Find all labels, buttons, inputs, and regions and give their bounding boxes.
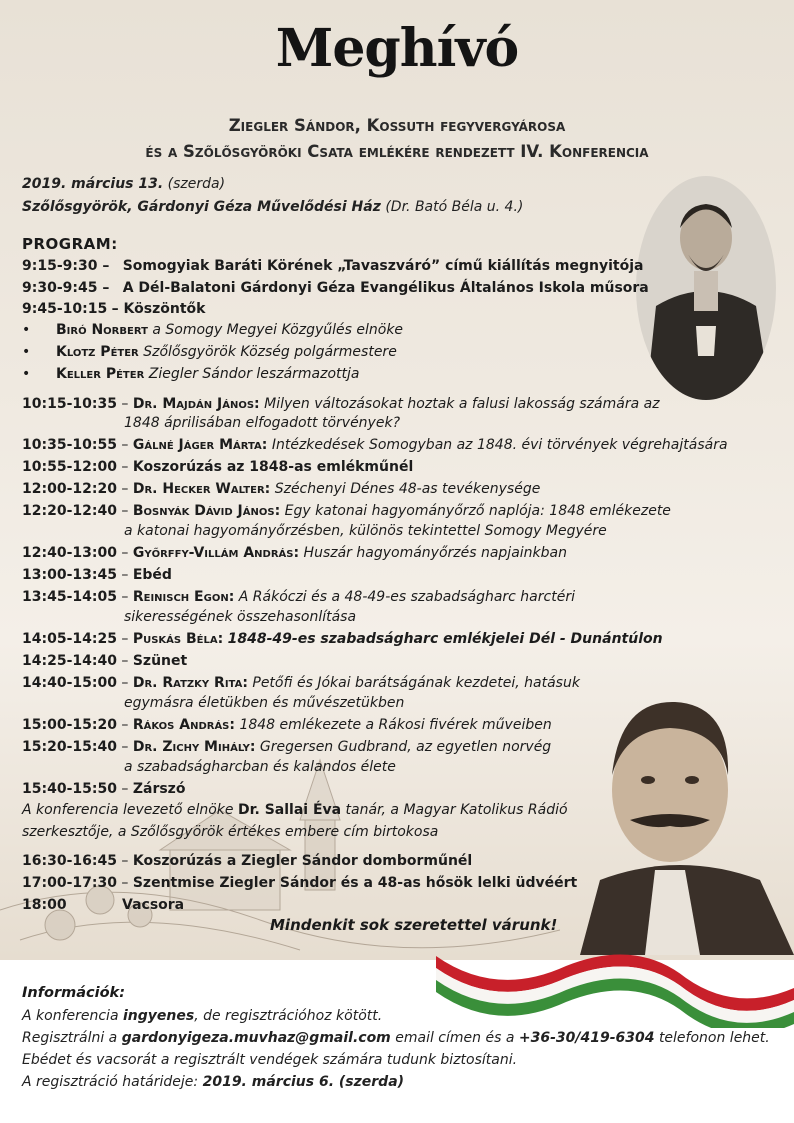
schedule-row-continuation: egymásra életükben és művészetükben (124, 695, 405, 711)
event-venue: Szőlősgyörök, Gárdonyi Géza Művelődési Ház (Dr. Bató Béla u. 4.) (22, 199, 524, 215)
chair-note-line-1: A konferencia levezető elnöke Dr. Sallai Éva tanár, a Magyar Katolikus Rádió (22, 802, 568, 818)
schedule-row-continuation: a szabadságharcban és kalandos élete (124, 759, 396, 775)
schedule-row: 9:15-9:30 – Somogyiak Baráti Körének „Tavaszváró” című kiállítás megnyitója (22, 258, 644, 274)
event-date: 2019. március 13. (szerda) (22, 176, 226, 192)
schedule-row: 13:45-14:05 – Reinisch Egon: A Rákóczi és a 48-49-es szabadságharc harctéri (22, 589, 575, 605)
schedule-row: 18:00 Vacsora (22, 897, 185, 913)
schedule-row: 12:40-13:00 – Győrffy-Villám András: Huszár hagyományőrzés napjainkban (22, 545, 567, 561)
subtitle-line-1: Ziegler Sándor, Kossuth fegyvergyárosa (228, 116, 566, 135)
info-heading: Információk: (22, 985, 126, 1001)
phone-link[interactable]: +36-30/419-6304 (518, 1030, 655, 1046)
schedule-row: 9:30-9:45 – A Dél-Balatoni Gárdonyi Géza Evangélikus Általános Iskola műsora (22, 280, 649, 296)
info-line-2: Regisztrálni a gardonyigeza.muvhaz@gmail.com email címen és a +36-30/419-6304 telefonon lehet. (22, 1030, 770, 1046)
schedule-row: 15:00-15:20 – Rákos András: 1848 emlékezete a Rákosi fivérek műveiben (22, 717, 552, 733)
email-link[interactable]: gardonyigeza.muvhaz@gmail.com (121, 1030, 391, 1046)
welcome-message: Mindenkit sok szeretettel várunk! (270, 916, 558, 934)
greeter-item: • Klotz Péter Szőlősgyörök Község polgármestere (22, 344, 397, 360)
schedule-row: 17:00-17:30 – Szentmise Ziegler Sándor és a 48-as hősök lelki üdvéért (22, 875, 578, 891)
subtitle-line-2: és a Szőlősgyöröki Csata emlékére rendezett IV. Konferencia (145, 142, 649, 161)
hungarian-flag-ribbon (436, 938, 794, 1028)
schedule-row: 14:40-15:00 – Dr. Ratzky Rita: Petőfi és Jókai barátságának kezdetei, hatásuk (22, 675, 580, 691)
portrait-ziegler-sandor (636, 176, 776, 401)
greeter-item: • Keller Péter Ziegler Sándor leszármazottja (22, 366, 360, 382)
schedule-row: 15:20-15:40 – Dr. Zichy Mihály: Gregersen Gudbrand, az egyetlen norvég (22, 739, 552, 755)
schedule-row: 14:05-14:25 – Puskás Béla: 1848-49-es szabadságharc emlékjelei Dél - Dunántúlon (22, 631, 663, 647)
schedule-row: 10:15-10:35 – Dr. Majdán János: Milyen változásokat hoztak a falusi lakosság számára az (22, 396, 660, 412)
schedule-row: 14:25-14:40 – Szünet (22, 653, 188, 669)
schedule-row: 15:40-15:50 – Zárszó (22, 781, 186, 797)
portrait-man-with-moustache (560, 680, 794, 955)
schedule-row: 10:35-10:55 – Gálné Jáger Márta: Intézkedések Somogyban az 1848. évi törvények végrehajtására (22, 437, 728, 453)
page-title: Meghívó (275, 18, 519, 79)
greeter-item: • Biró Norbert a Somogy Megyei Közgyűlés elnöke (22, 322, 404, 338)
schedule-row: 9:45-10:15 – Köszöntők (22, 301, 206, 317)
schedule-row-continuation: a katonai hagyományőrzésben, különös tekintettel Somogy Megyére (124, 523, 607, 539)
schedule-row-continuation: 1848 áprilisában elfogadott törvények? (124, 415, 400, 431)
schedule-row: 10:55-12:00 – Koszorúzás az 1848-as emlékműnél (22, 459, 414, 475)
schedule-row: 12:20-12:40 – Bosnyák Dávid János: Egy katonai hagyományőrző naplója: 1848 emlékezete (22, 503, 671, 519)
chair-note-line-2: szerkesztője, a Szőlősgyörök értékes embere cím birtokosa (22, 824, 439, 840)
schedule-row: 16:30-16:45 – Koszorúzás a Ziegler Sándor dombormű​nél (22, 853, 473, 869)
schedule-row-continuation: sikerességének összehasonlítása (124, 609, 357, 625)
schedule-row: 12:00-12:20 – Dr. Hecker Walter: Széchenyi Dénes 48-as tevékenysége (22, 481, 541, 497)
info-line-1: A konferencia ingyenes, de regisztrációhoz kötött. (22, 1008, 383, 1024)
info-line-4: A regisztráció határideje: 2019. március 6. (szerda) (22, 1074, 405, 1090)
schedule-row: 13:00-13:45 – Ebéd (22, 567, 172, 583)
info-line-3: Ebédet és vacsorát a regisztrált vendégek számára tudunk biztosítani. (22, 1052, 518, 1068)
program-heading: PROGRAM: (22, 235, 118, 253)
